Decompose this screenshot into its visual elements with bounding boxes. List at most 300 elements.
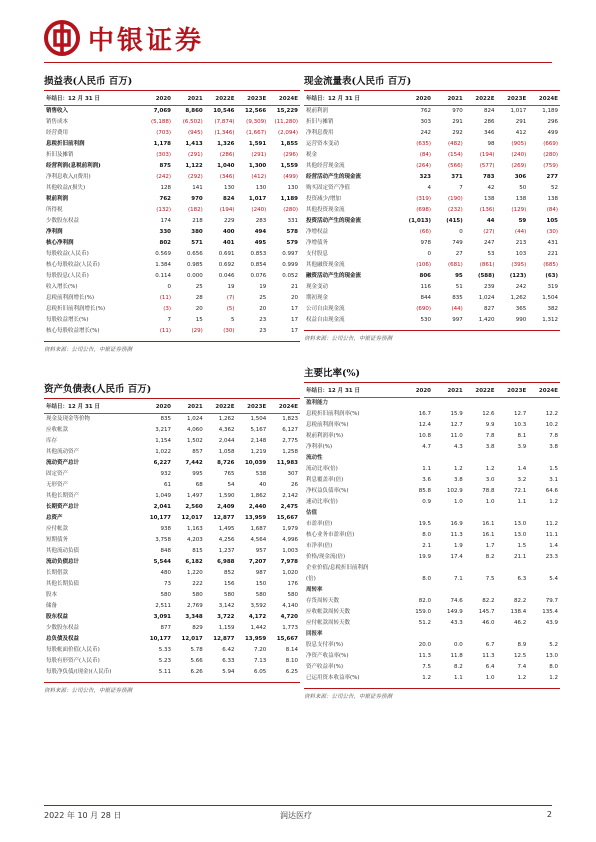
row-label: 周转率 bbox=[306, 587, 323, 593]
column-header-year: 2022E bbox=[205, 94, 237, 106]
cell-value: 2,440 bbox=[248, 504, 267, 510]
cell-value: 0.692 bbox=[218, 262, 235, 268]
cell-value: 82.0 bbox=[418, 598, 432, 604]
cell-value: 7.13 bbox=[253, 658, 267, 664]
cell-value: 10,177 bbox=[149, 636, 172, 642]
cell-value: 277 bbox=[546, 174, 558, 180]
cell-value bbox=[401, 563, 433, 574]
row-label: 流动负债总计 bbox=[46, 559, 80, 565]
cell-value: (669) bbox=[543, 141, 558, 147]
cell-value: 0.000 bbox=[187, 273, 203, 279]
table-row bbox=[44, 106, 300, 118]
table-row bbox=[304, 249, 560, 260]
cell-value: 824 bbox=[223, 196, 235, 202]
cell-value: (566) bbox=[447, 163, 463, 169]
cell-value: (106) bbox=[416, 262, 432, 268]
cell-value: 8,726 bbox=[217, 460, 235, 466]
cell-value: 1,497 bbox=[187, 493, 203, 499]
cell-value: 21.1 bbox=[513, 554, 527, 560]
cell-value: 174 bbox=[160, 218, 172, 224]
cell-value: 28 bbox=[195, 295, 203, 301]
cell-value: 4,362 bbox=[218, 427, 235, 433]
row-label: 息税折旧前利润率(%) bbox=[306, 411, 360, 417]
cell-value: (698) bbox=[416, 207, 432, 213]
cell-value: (588) bbox=[477, 273, 495, 279]
table-row bbox=[44, 414, 300, 426]
cell-value: 7,069 bbox=[153, 108, 172, 114]
cell-value: 11,983 bbox=[276, 460, 298, 466]
cell-value: (346) bbox=[219, 174, 235, 180]
table-row bbox=[44, 491, 300, 502]
cell-value: 3,217 bbox=[155, 427, 172, 433]
cell-value: 6,988 bbox=[217, 559, 235, 565]
cell-value: 5.23 bbox=[158, 658, 172, 664]
cell-value bbox=[496, 453, 528, 464]
cell-value: 11.3 bbox=[450, 532, 463, 538]
cell-value: 4.7 bbox=[422, 444, 432, 450]
cell-value: 46.0 bbox=[482, 620, 495, 626]
cell-value: 1,504 bbox=[250, 416, 267, 422]
table-row bbox=[304, 464, 560, 475]
cell-value: (182) bbox=[187, 207, 203, 213]
cell-value: 138 bbox=[547, 196, 558, 202]
row-label: 流动比率(倍) bbox=[306, 466, 338, 472]
column-header-year: 2021 bbox=[433, 94, 465, 106]
row-label: 税金 bbox=[306, 152, 318, 158]
cell-value: 221 bbox=[547, 251, 558, 257]
cell-value bbox=[465, 629, 497, 640]
cell-value: 579 bbox=[286, 240, 298, 246]
cell-value: (66) bbox=[419, 229, 432, 235]
cell-value: 1.2 bbox=[485, 466, 495, 472]
cell-value: 1,020 bbox=[282, 570, 298, 576]
cell-value: 72.1 bbox=[513, 488, 527, 494]
cell-value bbox=[465, 563, 497, 574]
cell-value: 749 bbox=[452, 240, 463, 246]
cell-value: 0.052 bbox=[282, 273, 298, 279]
row-label: 企业价值/息税折旧前利润 bbox=[306, 565, 369, 571]
cell-value: 6,227 bbox=[153, 460, 172, 466]
cell-value: (7) bbox=[226, 295, 235, 301]
table-row bbox=[44, 282, 300, 293]
cell-value: 12,877 bbox=[213, 515, 235, 521]
table-row bbox=[44, 513, 300, 524]
table-row bbox=[304, 629, 560, 640]
cell-value: (412) bbox=[251, 174, 267, 180]
row-label: 其他经营现金流 bbox=[306, 163, 345, 169]
cell-value: 23 bbox=[259, 317, 267, 323]
cell-value: 7,978 bbox=[280, 559, 298, 565]
cell-value: 1,312 bbox=[542, 317, 558, 323]
cell-value: 494 bbox=[254, 229, 267, 235]
column-header-year: 2021 bbox=[433, 386, 465, 398]
cell-value: 1,017 bbox=[510, 108, 527, 114]
row-label: 税前利润 bbox=[46, 196, 69, 202]
cell-value: (415) bbox=[446, 218, 463, 224]
cell-value: (7,874) bbox=[214, 119, 235, 125]
cell-value: 2,409 bbox=[217, 504, 235, 510]
cell-value bbox=[401, 398, 433, 410]
cell-value: (44) bbox=[451, 306, 463, 312]
cell-value: 5,544 bbox=[153, 559, 172, 565]
row-label: 少数股东权益 bbox=[46, 625, 80, 631]
cell-value: (291) bbox=[251, 152, 267, 158]
row-label: 其他融资现金流 bbox=[306, 262, 345, 268]
cell-value: 852 bbox=[223, 570, 235, 576]
row-label: 支付股息 bbox=[306, 251, 329, 257]
cell-value: 978 bbox=[420, 240, 432, 246]
cell-value: 3.8 bbox=[549, 444, 558, 450]
table-row bbox=[304, 260, 560, 271]
cell-value: 1,862 bbox=[250, 493, 267, 499]
row-label: 回报率 bbox=[306, 631, 323, 637]
cell-value: 73 bbox=[164, 581, 172, 587]
cell-value: 95 bbox=[455, 273, 463, 279]
cell-value: 1,040 bbox=[217, 163, 235, 169]
row-label: 净利息费用 bbox=[306, 130, 334, 136]
table-row bbox=[44, 172, 300, 183]
cell-value: 26 bbox=[291, 482, 298, 488]
table-header-row bbox=[304, 386, 560, 398]
cell-value: 12,566 bbox=[244, 108, 267, 114]
cell-value bbox=[528, 508, 560, 519]
table-row bbox=[44, 227, 300, 238]
cell-value: 138.4 bbox=[510, 609, 527, 615]
cell-value: 3,348 bbox=[185, 614, 203, 620]
cell-value: 11.3 bbox=[418, 653, 432, 659]
cell-value: 242 bbox=[420, 130, 432, 136]
cell-value bbox=[401, 585, 433, 596]
cell-value: 580 bbox=[287, 592, 298, 598]
cell-value: 1,237 bbox=[218, 548, 235, 554]
cell-value: 431 bbox=[547, 240, 558, 246]
cell-value: 7 bbox=[459, 185, 463, 191]
cell-value: 16.1 bbox=[482, 521, 495, 527]
table-row bbox=[44, 546, 300, 557]
cell-value: (905) bbox=[511, 141, 527, 147]
cell-value: (11) bbox=[159, 328, 172, 334]
cell-value: 0 bbox=[167, 284, 172, 290]
row-label: 每股收益增长(%) bbox=[46, 317, 89, 323]
cell-value: 11.2 bbox=[545, 521, 558, 527]
cell-value: 13.0 bbox=[545, 653, 558, 659]
cell-value: 400 bbox=[223, 229, 235, 235]
cell-value: 1,687 bbox=[250, 526, 267, 532]
row-label: 价格/现金流(倍) bbox=[306, 554, 346, 560]
cell-value: 1,178 bbox=[153, 141, 172, 147]
cell-value: 1,024 bbox=[187, 416, 203, 422]
table-row bbox=[304, 497, 560, 508]
cell-value: 0.854 bbox=[250, 262, 267, 268]
cell-value: 1,823 bbox=[282, 416, 298, 422]
cell-value: 12.4 bbox=[418, 422, 432, 428]
cell-value: 495 bbox=[254, 240, 267, 246]
column-header-year: 2024E bbox=[268, 94, 300, 106]
cell-value: 371 bbox=[451, 174, 463, 180]
cell-value: (11,280) bbox=[274, 119, 298, 125]
cell-value: (240) bbox=[251, 207, 267, 213]
cell-value: 15,667 bbox=[276, 515, 298, 521]
cell-value: 21 bbox=[291, 284, 298, 290]
footer-company: 润达医疗 bbox=[280, 811, 312, 820]
cell-value: 17 bbox=[291, 317, 298, 323]
cell-value: 6.33 bbox=[222, 658, 235, 664]
header-divider bbox=[44, 62, 552, 63]
cell-value: 8.0 bbox=[549, 664, 558, 670]
table-row bbox=[44, 128, 300, 139]
cell-value: 7.5 bbox=[485, 576, 495, 582]
cell-value: (30) bbox=[546, 229, 558, 235]
cell-value: 380 bbox=[191, 229, 203, 235]
cell-value: 580 bbox=[223, 592, 235, 598]
cell-value: (482) bbox=[447, 141, 463, 147]
table-row bbox=[44, 238, 300, 249]
table-row bbox=[44, 150, 300, 161]
column-header-year: 2023E bbox=[496, 94, 528, 106]
cell-value: 292 bbox=[452, 130, 463, 136]
cell-value: 824 bbox=[483, 108, 495, 114]
cell-value bbox=[528, 563, 560, 574]
column-header-year: 2021 bbox=[173, 94, 205, 106]
cell-value: (2,094) bbox=[277, 130, 298, 136]
cell-value: 229 bbox=[223, 218, 235, 224]
cell-value: 997 bbox=[452, 317, 463, 323]
row-label: 净增债务 bbox=[306, 240, 329, 246]
row-label: 核心业务市盈率(倍) bbox=[306, 532, 355, 538]
cell-value: 0.691 bbox=[218, 251, 235, 257]
cell-value: 319 bbox=[547, 284, 558, 290]
row-label: 流动资产总计 bbox=[46, 460, 80, 466]
cell-value bbox=[465, 508, 497, 519]
table-row bbox=[304, 216, 560, 227]
cell-value: 13.0 bbox=[513, 532, 527, 538]
cell-value: (635) bbox=[416, 141, 432, 147]
table-row bbox=[44, 161, 300, 172]
table-row bbox=[304, 486, 560, 497]
column-header-label: 年结日：12 月 31 日 bbox=[44, 402, 141, 414]
cell-value: (5) bbox=[226, 306, 235, 312]
row-label: 息税折旧前利润增长(%) bbox=[46, 306, 106, 312]
cell-value: 283 bbox=[255, 218, 267, 224]
cell-value: 44 bbox=[486, 218, 495, 224]
cell-value: 6.3 bbox=[517, 576, 527, 582]
table-row bbox=[44, 469, 300, 480]
cell-value: 116 bbox=[420, 284, 432, 290]
row-label: 税前利润 bbox=[306, 108, 329, 114]
cell-value: 829 bbox=[192, 625, 203, 631]
cell-value: 2,775 bbox=[282, 438, 298, 444]
cell-value: 138 bbox=[515, 196, 527, 202]
cell-value: 1.0 bbox=[454, 499, 463, 505]
row-label: 其他投资现金流 bbox=[306, 207, 345, 213]
row-label: 库存 bbox=[46, 438, 58, 444]
cell-value: 762 bbox=[159, 196, 172, 202]
cell-value: 1.0 bbox=[485, 499, 495, 505]
cell-value: 1.2 bbox=[549, 499, 558, 505]
cell-value: 23 bbox=[259, 328, 267, 334]
table-row bbox=[44, 590, 300, 601]
cell-value: 1,262 bbox=[218, 416, 235, 422]
cell-value: 806 bbox=[419, 273, 432, 279]
cell-value: 1.0 bbox=[485, 675, 495, 681]
column-header-year: 2024E bbox=[528, 386, 560, 398]
table-row bbox=[304, 618, 560, 629]
cell-value: 6,182 bbox=[185, 559, 203, 565]
cell-value: (136) bbox=[479, 207, 495, 213]
cell-value: 138 bbox=[483, 196, 495, 202]
cell-value: 7,207 bbox=[248, 559, 267, 565]
cell-value: 7.5 bbox=[422, 664, 432, 670]
row-label: 投资减少/增加 bbox=[306, 196, 341, 202]
cell-value: 141 bbox=[192, 185, 203, 191]
row-label: 销售收入 bbox=[46, 108, 69, 114]
cell-value: 5.94 bbox=[222, 669, 235, 675]
row-label: 存货周转天数 bbox=[306, 598, 340, 604]
cell-value: 4 bbox=[427, 185, 432, 191]
cell-value: 1,979 bbox=[282, 526, 298, 532]
row-label: 息税前利润率(%) bbox=[306, 422, 349, 428]
cell-value: 2,769 bbox=[187, 603, 203, 609]
row-label: 核心每股收益(人民币) bbox=[46, 262, 100, 268]
cell-value: 40 bbox=[259, 482, 267, 488]
table-row bbox=[44, 447, 300, 458]
table-row bbox=[304, 161, 560, 172]
cell-value: 1,220 bbox=[187, 570, 203, 576]
cell-value: 10,177 bbox=[149, 515, 172, 521]
cell-value: 4,172 bbox=[248, 614, 267, 620]
cell-value: 957 bbox=[255, 548, 267, 554]
cell-value: (1,013) bbox=[408, 218, 432, 224]
cell-value: 68 bbox=[195, 482, 203, 488]
cell-value: (129) bbox=[511, 207, 527, 213]
cell-value: 2,044 bbox=[218, 438, 235, 444]
cell-value: 50 bbox=[519, 185, 527, 191]
cell-value: 0.046 bbox=[218, 273, 235, 279]
cell-value: 2,475 bbox=[280, 504, 298, 510]
table-row bbox=[304, 293, 560, 304]
cell-value: (264) bbox=[416, 163, 432, 169]
cell-value: 20.0 bbox=[418, 642, 432, 648]
cell-value: 25 bbox=[195, 284, 203, 290]
row-label: 销售成本 bbox=[46, 119, 69, 125]
balance-source: 资料来源：公司公告，中银证券预测 bbox=[44, 682, 300, 694]
cell-value: 307 bbox=[287, 471, 298, 477]
cell-value: 0.114 bbox=[155, 273, 172, 279]
cell-value: 6.25 bbox=[285, 669, 298, 675]
row-label: 期初现金 bbox=[306, 295, 329, 301]
cell-value: 12,017 bbox=[181, 515, 203, 521]
cell-value: (286) bbox=[219, 152, 235, 158]
table-row bbox=[304, 442, 560, 453]
cell-value: 1,773 bbox=[282, 625, 298, 631]
cell-value: 7.20 bbox=[253, 647, 267, 653]
cell-value bbox=[433, 453, 465, 464]
cell-value: 2,148 bbox=[250, 438, 267, 444]
cell-value: 848 bbox=[160, 548, 172, 554]
cell-value: 580 bbox=[192, 592, 203, 598]
cell-value: 15,667 bbox=[276, 636, 298, 642]
cell-value: 247 bbox=[483, 240, 495, 246]
table-row bbox=[304, 453, 560, 464]
row-label: 现金变动 bbox=[306, 284, 329, 290]
cell-value: 7 bbox=[167, 317, 172, 323]
cell-value: 12.7 bbox=[513, 411, 527, 417]
balance-panel bbox=[44, 382, 300, 694]
row-label: 息税前利润增长(%) bbox=[46, 295, 95, 301]
table-row bbox=[304, 271, 560, 282]
cell-value: 16.7 bbox=[418, 411, 432, 417]
cell-value: 64.6 bbox=[545, 488, 558, 494]
cell-value: 11.8 bbox=[450, 653, 463, 659]
cell-value: 1,258 bbox=[282, 449, 298, 455]
cell-value: 1,003 bbox=[282, 548, 298, 554]
cell-value: 19 bbox=[227, 284, 235, 290]
cell-value: 4,140 bbox=[282, 603, 298, 609]
row-label: 每股收益(人民币) bbox=[46, 251, 89, 257]
cell-value: 17 bbox=[291, 306, 298, 312]
row-label: 流动性 bbox=[306, 455, 323, 461]
cell-value: 3,592 bbox=[250, 603, 267, 609]
cell-value: (3) bbox=[163, 306, 172, 312]
cell-value bbox=[528, 585, 560, 596]
cell-value: (1,667) bbox=[246, 130, 267, 136]
column-header-label: 年结日：12 月 31 日 bbox=[44, 94, 141, 106]
table-row bbox=[44, 557, 300, 568]
cell-value: 2,041 bbox=[153, 504, 172, 510]
cell-value: 0.9 bbox=[422, 499, 432, 505]
cell-value: 5.2 bbox=[549, 642, 558, 648]
cell-value: 5,167 bbox=[250, 427, 267, 433]
footer-date: 2022 年 10 月 28 日 bbox=[44, 811, 122, 820]
cell-value: 1.1 bbox=[422, 466, 432, 472]
cell-value: (240) bbox=[511, 152, 527, 158]
table-row bbox=[304, 238, 560, 249]
cell-value: 1,420 bbox=[478, 317, 495, 323]
cell-value: 130 bbox=[223, 185, 235, 191]
cell-value: (27) bbox=[483, 229, 495, 235]
row-label: 股本 bbox=[46, 592, 58, 598]
cell-value: 6.42 bbox=[222, 647, 235, 653]
cell-value: 130 bbox=[255, 185, 267, 191]
cell-value: 0.076 bbox=[250, 273, 267, 279]
cell-value: (6,502) bbox=[182, 119, 203, 125]
cell-value: 571 bbox=[191, 240, 203, 246]
row-label: 盈利能力 bbox=[306, 400, 329, 406]
table-row bbox=[44, 480, 300, 491]
cell-value: 130 bbox=[287, 185, 298, 191]
row-label: 股东权益 bbox=[46, 614, 69, 620]
row-label: 净利息收入/(费用) bbox=[46, 174, 91, 180]
cell-value: 7.8 bbox=[549, 433, 558, 439]
cell-value: 538 bbox=[255, 471, 267, 477]
row-label: 其他长期资产 bbox=[46, 493, 80, 499]
cell-value: (291) bbox=[187, 152, 203, 158]
cell-value: 159.0 bbox=[415, 609, 432, 615]
cell-value: 578 bbox=[286, 229, 298, 235]
table-row bbox=[304, 420, 560, 431]
cell-value: 5.66 bbox=[190, 658, 203, 664]
cell-value: 8.2 bbox=[454, 664, 463, 670]
cell-value: 995 bbox=[192, 471, 203, 477]
table-row bbox=[44, 205, 300, 216]
cell-value bbox=[465, 398, 497, 410]
balance-table bbox=[44, 402, 300, 678]
cell-value: (681) bbox=[447, 262, 463, 268]
cell-value: 4,203 bbox=[187, 537, 203, 543]
cell-value: 213 bbox=[515, 240, 527, 246]
cell-value: 1,504 bbox=[542, 295, 558, 301]
table-row bbox=[304, 585, 560, 596]
